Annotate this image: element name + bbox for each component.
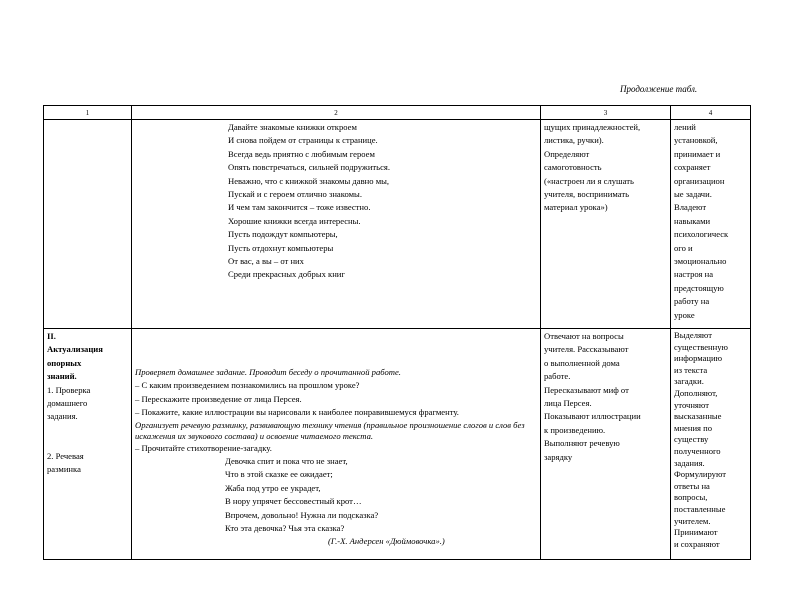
question-text: – Покажите, какие иллюстрации вы нарисовали к наиболее понравившемуся фрагменту. bbox=[135, 407, 459, 418]
cell-line: поставленные bbox=[674, 503, 726, 514]
cell-line: к произведению. bbox=[544, 424, 606, 435]
cell-line: существенную bbox=[674, 341, 728, 352]
column-number-4: 4 bbox=[671, 106, 751, 120]
poem-line: Девочка спит и пока что не знает, bbox=[225, 456, 348, 467]
cell-line: Отвечают на вопросы bbox=[544, 331, 624, 341]
cell-line: материал урока») bbox=[544, 202, 608, 213]
cell-line: ответы на bbox=[674, 480, 710, 491]
stage-title: Актуализация bbox=[47, 344, 103, 355]
cell-line: вопросы, bbox=[674, 492, 708, 503]
cell-line: из текста bbox=[674, 364, 708, 375]
stage-item: задания. bbox=[47, 411, 78, 422]
cell-line: зарядку bbox=[544, 451, 573, 462]
organizer-text: Организует речевую разминку, развивающую технику чтения (правильное произношение слогов и слов без искажения их звукового состава) и освоение читаемого текста. bbox=[135, 419, 525, 441]
poem-line: Впрочем, довольно! Нужна ли подсказка? bbox=[225, 509, 379, 520]
learning-outcomes-cell bbox=[671, 329, 751, 560]
cell-line: принимает и bbox=[674, 148, 721, 159]
cell-line: сохраняет bbox=[674, 162, 711, 173]
cell-line: настроя на bbox=[674, 269, 714, 280]
poem-line: Кто эта девочка? Чья эта сказка? bbox=[225, 523, 345, 534]
cell-line: и сохраняют bbox=[674, 538, 720, 549]
cell-line: Принимают bbox=[674, 527, 718, 538]
poem-line: От вас, а вы – от них bbox=[228, 256, 304, 267]
cell-line: установкой, bbox=[674, 135, 718, 146]
question-text: – Перескажите произведение от лица Персея. bbox=[135, 393, 302, 404]
stage-cell bbox=[44, 329, 132, 560]
cell-line: листика, ручки). bbox=[544, 135, 604, 146]
question-text: – С каким произведением познакомились на прошлом уроке? bbox=[135, 380, 360, 391]
cell-line: ые задачи. bbox=[674, 189, 712, 200]
cell-line: предстоящую bbox=[674, 282, 724, 293]
cell-line: Пересказывают миф от bbox=[544, 384, 629, 395]
table-header-row bbox=[44, 106, 751, 120]
stage-item: 2. Речевая bbox=[47, 450, 84, 461]
cell-line: («настроен ли я слушать bbox=[544, 175, 634, 186]
poem-line: Пусть отдохнут компьютеры bbox=[228, 242, 334, 253]
cell-line: высказанные bbox=[674, 411, 722, 422]
stage-cell bbox=[44, 120, 132, 329]
cell-line: существу bbox=[674, 434, 709, 445]
continued-table-note: Продолжение табл. bbox=[620, 84, 698, 94]
teacher-activity-cell bbox=[132, 120, 541, 329]
cell-line: эмоционально bbox=[674, 256, 727, 267]
cell-line: задания. bbox=[674, 457, 705, 468]
cell-line: полученного bbox=[674, 445, 721, 456]
table-row bbox=[44, 329, 751, 560]
cell-line: самоготовность bbox=[544, 162, 602, 173]
cell-line: психологическ bbox=[674, 229, 729, 240]
cell-line: работу на bbox=[674, 296, 710, 307]
task-text: Проверяет домашнее задание. Проводит беседу о прочитанной работе. bbox=[135, 367, 401, 377]
question-text: – Прочитайте стихотворение-загадку. bbox=[135, 442, 272, 453]
poem-line: Давайте знакомые книжки откроем bbox=[228, 122, 357, 132]
poem-line: И снова пойдем от страницы к странице. bbox=[228, 135, 378, 146]
cell-line: Дополняют, bbox=[674, 387, 718, 398]
poem-line: Опять повстречаться, сильней подружиться. bbox=[228, 162, 391, 173]
cell-line: Выделяют bbox=[674, 330, 712, 340]
stage-title: II. bbox=[47, 331, 56, 341]
riddle-poem bbox=[135, 455, 537, 535]
lesson-plan-table bbox=[43, 105, 751, 560]
column-number-3: 3 bbox=[541, 106, 671, 120]
cell-line: навыками bbox=[674, 215, 711, 226]
cell-line: уточняют bbox=[674, 399, 709, 410]
cell-line: работе. bbox=[544, 371, 571, 382]
student-activity-cell bbox=[541, 120, 671, 329]
cell-line: Формулируют bbox=[674, 469, 727, 480]
cell-line: лица Персея. bbox=[544, 398, 592, 409]
cell-line: Определяют bbox=[544, 148, 590, 159]
cell-line: учителем. bbox=[674, 515, 711, 526]
cell-line: мнения по bbox=[674, 422, 713, 433]
poem-line: В нору упрячет бессовестный крот… bbox=[225, 496, 362, 507]
poem-line: Жаба под утро ее украдет, bbox=[225, 482, 321, 493]
stage-title: опорных bbox=[47, 357, 82, 368]
column-number-1: 1 bbox=[44, 106, 132, 120]
poem-line: Среди прекрасных добрых книг bbox=[228, 269, 345, 280]
cell-line: учителя. Рассказывают bbox=[544, 344, 629, 355]
cell-line: ого и bbox=[674, 242, 693, 253]
teacher-activity-cell bbox=[132, 329, 541, 560]
table-row bbox=[44, 120, 751, 329]
stage-item: домашнего bbox=[47, 398, 88, 409]
cell-line: о выполненной дома bbox=[544, 357, 620, 368]
cell-line: загадки. bbox=[674, 376, 704, 387]
learning-outcomes-cell bbox=[671, 120, 751, 329]
student-activity-cell bbox=[541, 329, 671, 560]
poem-line: Всегда ведь приятно с любимым героем bbox=[228, 148, 375, 159]
cell-line: учителя, воспринимать bbox=[544, 189, 629, 200]
poem-line: Что в этой сказке ее ожидает; bbox=[225, 469, 333, 480]
poem bbox=[135, 121, 537, 282]
cell-line: организацион bbox=[674, 175, 725, 186]
column-number-2: 2 bbox=[132, 106, 541, 120]
cell-line: Владеют bbox=[674, 202, 707, 213]
poem-line: Пускай и с героем отлично знакомы. bbox=[228, 189, 362, 200]
cell-line: щущих принадлежностей, bbox=[544, 122, 641, 132]
cell-line: Выполняют речевую bbox=[544, 438, 620, 449]
stage-title: знаний. bbox=[47, 371, 77, 382]
poem-line: Пусть подождут компьютеры, bbox=[228, 229, 338, 240]
cell-line: лений bbox=[674, 122, 696, 132]
cell-line: информацию bbox=[674, 353, 723, 364]
poem-author: (Г.-Х. Андерсен «Дюймовочка».) bbox=[328, 536, 445, 547]
stage-item: 1. Проверка bbox=[47, 384, 91, 395]
poem-line: Неважно, что с книжкой знакомы давно мы, bbox=[228, 175, 390, 186]
poem-line: И чем там закончится – тоже известно. bbox=[228, 202, 371, 213]
cell-line: уроке bbox=[674, 309, 695, 320]
stage-item: разминка bbox=[47, 464, 81, 475]
poem-line: Хорошие книжки всегда интересны. bbox=[228, 215, 361, 226]
cell-line: Показывают иллюстрации bbox=[544, 411, 641, 422]
